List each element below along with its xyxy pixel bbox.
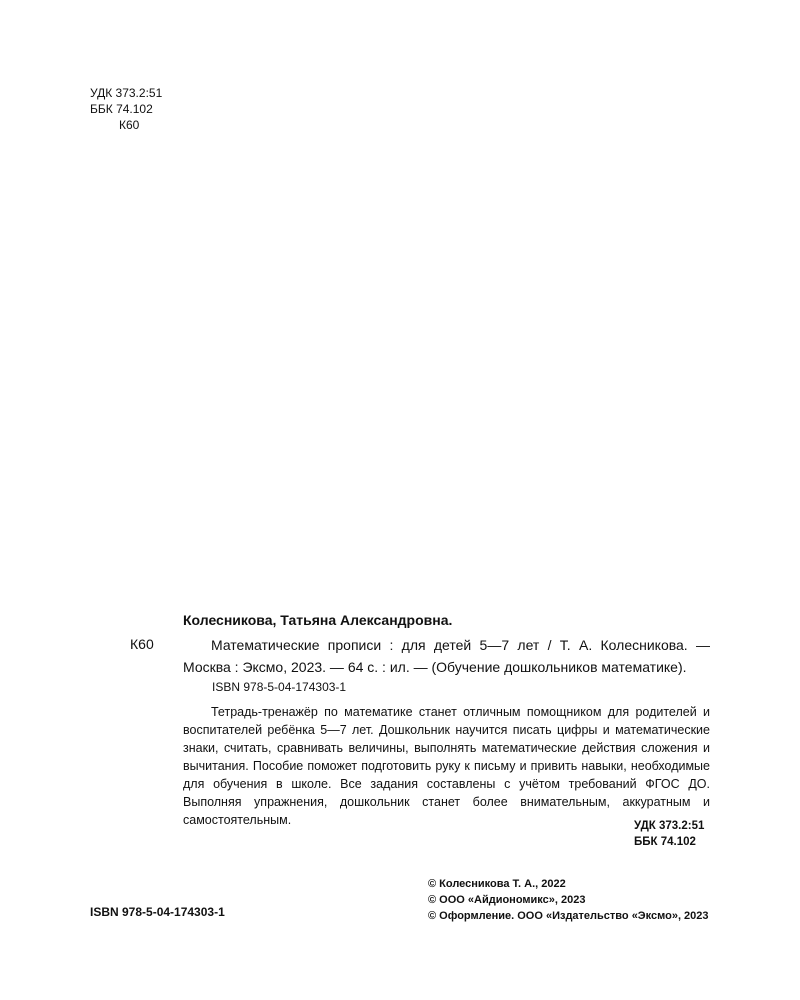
copyright-line: © Колесникова Т. А., 2022 — [428, 878, 566, 890]
bibliographic-description — [183, 634, 710, 678]
copyright-block — [428, 876, 709, 924]
author-heading: Колесникова, Татьяна Александровна. — [183, 612, 453, 628]
entry-author-sign: К60 — [130, 636, 154, 652]
bottom-classification-codes — [634, 818, 704, 850]
author-sign: К60 — [119, 118, 140, 132]
title-line-2: Москва : Эксмо, 2023. — 64 с. : ил. — (Обучение дошкольников математике). — [183, 659, 687, 675]
entry-isbn: ISBN 978-5-04-174303-1 — [212, 680, 347, 694]
bbk-code: ББК 74.102 — [90, 102, 153, 116]
bbk-code-bottom: ББК 74.102 — [634, 836, 696, 848]
copyright-line: © ООО «Айдиономикс», 2023 — [428, 894, 586, 906]
annotation — [183, 703, 710, 829]
udk-code-bottom: УДК 373.2:51 — [634, 820, 705, 832]
copyright-line: © Оформление. ООО «Издательство «Эксмо», 2023 — [428, 910, 709, 922]
top-classification-codes — [90, 85, 162, 133]
isbn-bottom: ISBN 978-5-04-174303-1 — [90, 905, 225, 919]
annotation-text: Тетрадь-тренажёр по математике станет отличным помощником для родителей и воспитателей ребёнка 5—7 лет. Дошкольник научится писать цифры и математические знаки, считать, сравнивать величины, выполнять математические действия сложения и вычитания. Пособие поможет подготовить руку к письму и привить навыки, необходимые для обучения в школе. Все задания составлены с учётом требований ФГОС ДО. Выполняя упражнения, дошкольник станет более внимательным, аккуратным и самостоятельным. — [183, 705, 710, 827]
udk-code: УДК 373.2:51 — [90, 86, 163, 100]
title-line-1: Математические прописи : для детей 5—7 лет / Т. А. Колесникова. — — [211, 637, 710, 653]
